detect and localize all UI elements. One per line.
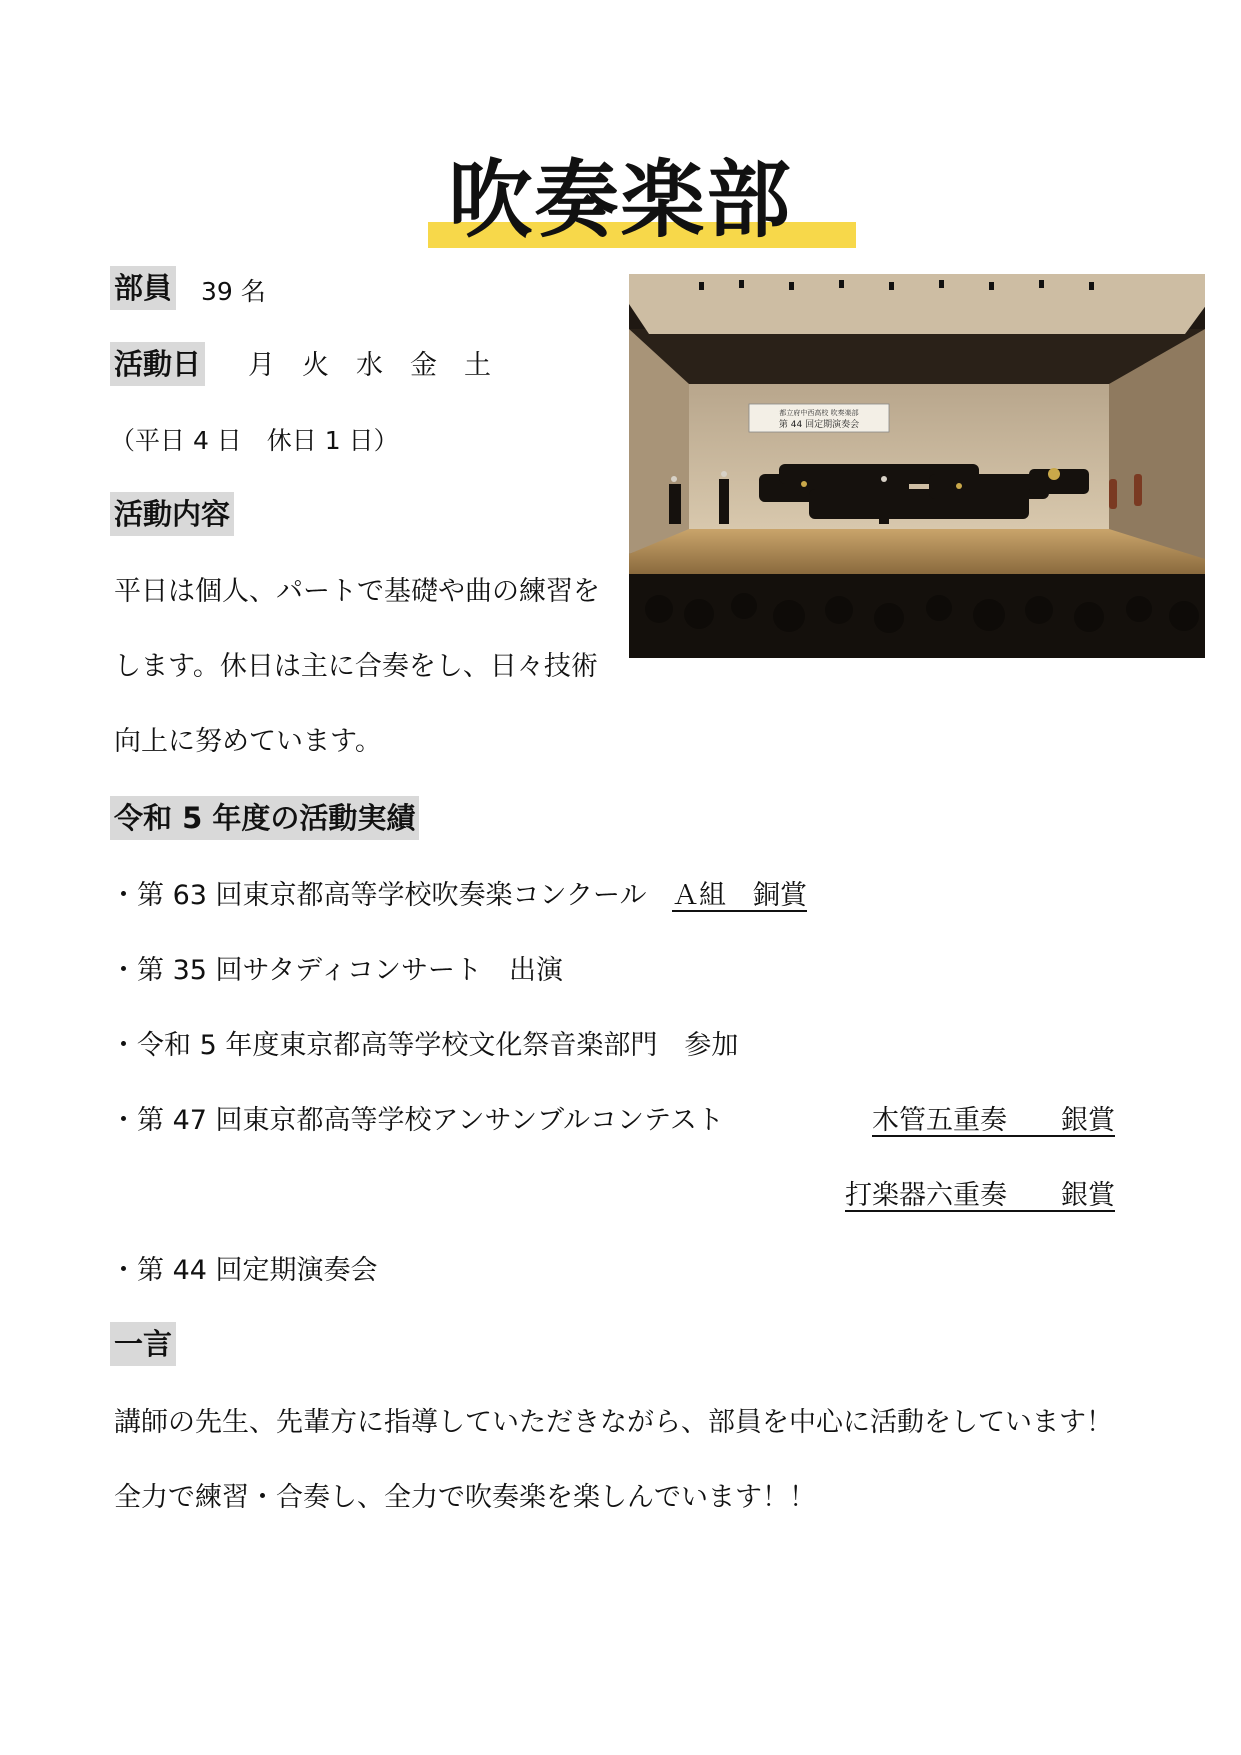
achievement-award: 木管五重奏 銀賞: [872, 1105, 1115, 1136]
concert-photo: [629, 274, 1205, 658]
members-value: 39 名: [201, 277, 266, 306]
banner-line-2: 第 44 回定期演奏会: [778, 420, 860, 430]
activity-days-detail: （平日 4 日 休日 1 日）: [110, 426, 399, 455]
achievement-item: ・令和 5 年度東京都高等学校文化祭音楽部門 参加: [110, 1030, 739, 1061]
achievement-item: ・第 47 回東京都高等学校アンサンブルコンテスト: [110, 1105, 724, 1136]
achievement-item: ・第 35 回サタディコンサート 出演: [110, 955, 564, 986]
activity-content-line: 平日は個人、パートで基礎や曲の練習を: [114, 576, 600, 607]
activity-content-line: します。休日は主に合奏をし、日々技術: [114, 651, 598, 682]
achievement-item: ・第 44 回定期演奏会: [110, 1255, 378, 1286]
activity-days-label: 活動日: [110, 342, 205, 386]
message-label: 一言: [110, 1322, 176, 1366]
achievements-label: 令和 5 年度の活動実績: [110, 796, 419, 840]
members-label: 部員: [110, 266, 176, 310]
banner-line-1: 都立府中西高校 吹奏楽部: [779, 409, 859, 417]
message-line: 講師の先生、先輩方に指導していただきながら、部員を中心に活動をしています！: [114, 1407, 1113, 1438]
achievement-award: Ａ組 銅賞: [672, 880, 807, 911]
achievement-item: ・第 63 回東京都高等学校吹奏楽コンクール: [110, 880, 647, 911]
message-line: 全力で練習・合奏し、全力で吹奏楽を楽しんでいます！！: [114, 1482, 816, 1513]
activity-days-value: 月 火 水 金 土: [248, 350, 491, 381]
page-title: 吹奏楽部: [448, 151, 793, 249]
achievement-award: 打楽器六重奏 銀賞: [845, 1180, 1115, 1211]
activity-content-line: 向上に努めています。: [114, 726, 382, 757]
activity-content-label: 活動内容: [110, 492, 234, 536]
